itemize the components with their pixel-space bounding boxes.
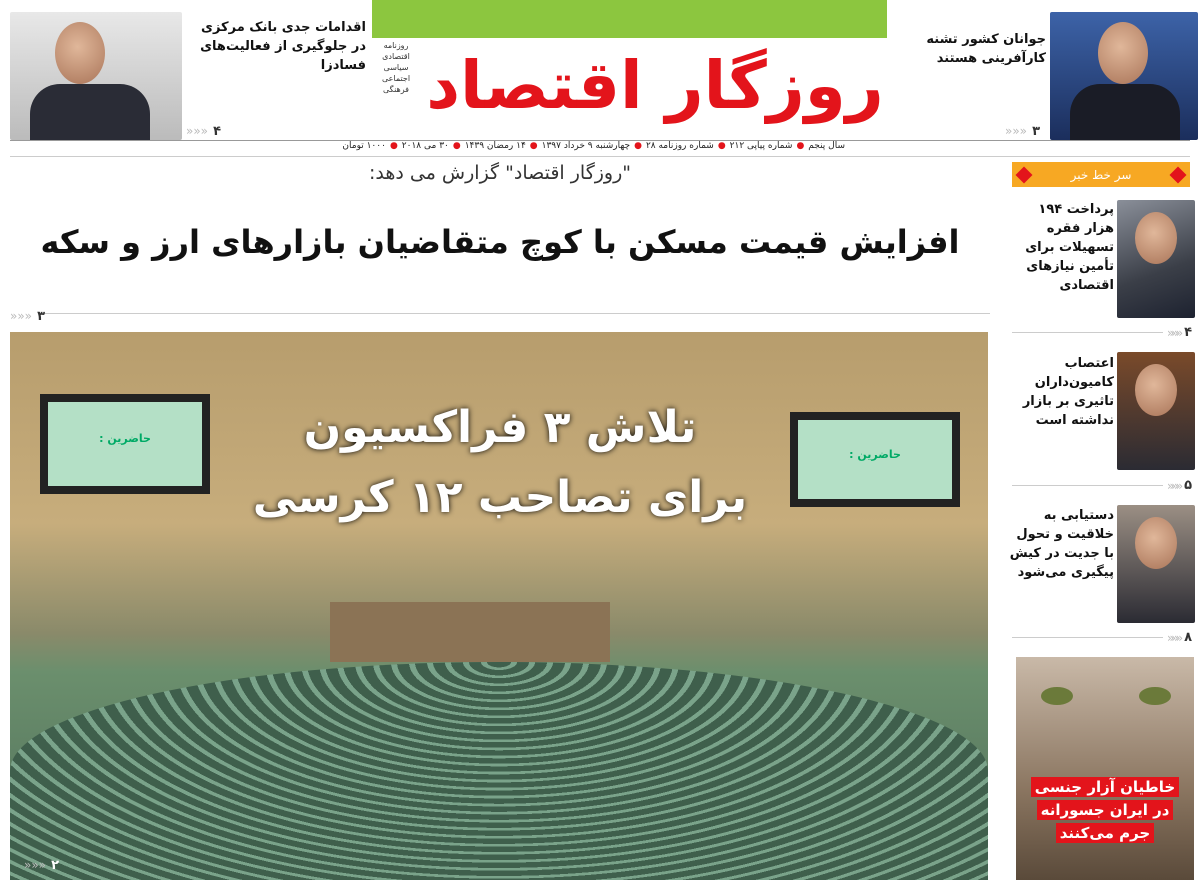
masthead-logo[interactable]: روزگار اقتصاد bbox=[426, 47, 884, 124]
ad-eyes bbox=[1041, 687, 1171, 707]
page-number: ۵ bbox=[1184, 478, 1192, 493]
sidebar-item-page bbox=[1012, 478, 1192, 493]
divider bbox=[10, 156, 1190, 157]
sidebar-header bbox=[1012, 162, 1190, 187]
tagline-word: روزنامه bbox=[383, 41, 409, 50]
dateline-item: ۱۰۰۰ تومان bbox=[342, 141, 386, 151]
page-number: ۲ bbox=[51, 858, 60, 873]
photo-title-1: تلاش ۳ فراکسیون bbox=[303, 402, 697, 453]
teaser-right-text[interactable]: جوانان کشور تشنه کارآفرینی هستند bbox=[926, 32, 1046, 66]
podium bbox=[330, 602, 610, 662]
tagline-word: سیاسی bbox=[383, 63, 409, 72]
teaser-right-photo[interactable] bbox=[1050, 12, 1198, 140]
sidebar-header-label: سر خط خبر bbox=[1070, 167, 1132, 182]
chevrons-icon: ««« bbox=[10, 309, 33, 323]
page-number: ۴ bbox=[1184, 325, 1192, 340]
chevrons-icon: ««« bbox=[1167, 325, 1181, 340]
masthead-tagline bbox=[374, 40, 418, 95]
main-photo[interactable] bbox=[10, 332, 988, 880]
kicker: "روزگار اقتصاد" گزارش می دهد: bbox=[368, 162, 632, 184]
ad-line: جرم می‌کنند bbox=[1056, 823, 1154, 843]
sidebar-item-text[interactable]: دستیابی به خلاقیت و تحول با جدیت در کیش پیگیری می‌شود bbox=[1009, 508, 1114, 580]
sidebar-item-page bbox=[1012, 325, 1192, 340]
ad-panel[interactable] bbox=[1016, 657, 1194, 880]
dateline-item: ۳۰ می ۲۰۱۸ bbox=[401, 141, 449, 151]
page-number: ۳ bbox=[37, 309, 46, 324]
page-number: ۴ bbox=[213, 124, 222, 139]
dateline-item: شماره روزنامه ۲۸ bbox=[645, 141, 714, 151]
sidebar-item-photo[interactable] bbox=[1117, 200, 1195, 318]
chevrons-icon: ««« bbox=[186, 124, 209, 138]
chevrons-icon: ««« bbox=[24, 858, 47, 872]
divider bbox=[45, 313, 990, 314]
sidebar-item-text[interactable]: اعتصاب کامیون‌داران تاثیری بر بازار نداشته است bbox=[1022, 356, 1114, 428]
screen-left: حاضرین : bbox=[40, 394, 210, 494]
teaser-left-page bbox=[186, 120, 221, 139]
page-number: ۸ bbox=[1184, 630, 1192, 645]
dateline-item: شماره پیاپی ۲۱۲ bbox=[729, 141, 793, 151]
dateline-item: چهارشنبه ۹ خرداد ۱۳۹۷ bbox=[541, 141, 631, 151]
teaser-left-photo[interactable] bbox=[10, 12, 182, 140]
teaser-left-text[interactable]: اقدامات جدی بانک مرکزی در جلوگیری از فعالیت‌های فسادزا bbox=[200, 20, 366, 73]
dateline-item: ۱۴ رمضان ۱۴۳۹ bbox=[464, 141, 526, 151]
page-number: ۳ bbox=[1032, 124, 1041, 139]
sidebar-item-page bbox=[1012, 630, 1192, 645]
photo-title-2: برای تصاحب ۱۲ کرسی bbox=[252, 472, 748, 523]
chevrons-icon: ««« bbox=[1167, 630, 1181, 645]
chevrons-icon: ««« bbox=[1167, 478, 1181, 493]
tagline-word: اقتصادی bbox=[382, 52, 410, 61]
masthead-green-band bbox=[372, 0, 887, 38]
sidebar-item-photo[interactable] bbox=[1117, 352, 1195, 470]
ad-line: در ایران جسورانه bbox=[1037, 800, 1174, 820]
main-headline[interactable]: افزایش قیمت مسکن با کوچ متقاضیان بازارهای ارز و سکه bbox=[40, 223, 960, 261]
dateline: سال پنجم ● شماره پیاپی ۲۱۲ ● شماره روزنامه ۲۸ ● چهارشنبه ۹ خرداد ۱۳۹۷ ● ۱۴ رمضان ۱۴۳۹ ● ۳۰ می ۲۰۱۸ ● ۱۰۰۰ تومان bbox=[342, 141, 845, 151]
headline-page bbox=[10, 305, 45, 324]
diamond-icon bbox=[1170, 166, 1187, 183]
ad-line: خاطیان آزار جنسی bbox=[1031, 777, 1180, 797]
photo-page bbox=[24, 854, 59, 873]
sidebar-item-text[interactable]: پرداخت ۱۹۴ هزار فقره تسهیلات برای تأمین نیازهای اقتصادی bbox=[1025, 202, 1114, 293]
chevrons-icon: ««« bbox=[1005, 124, 1028, 138]
seating bbox=[10, 662, 988, 880]
teaser-right-page bbox=[1005, 120, 1040, 139]
diamond-icon bbox=[1016, 166, 1033, 183]
tagline-word: اجتماعی bbox=[381, 74, 411, 83]
dateline-item: سال پنجم bbox=[808, 141, 845, 151]
sidebar-item-photo[interactable] bbox=[1117, 505, 1195, 623]
screen-right: حاضرین : bbox=[790, 412, 960, 507]
tagline-word: فرهنگی bbox=[383, 85, 409, 94]
